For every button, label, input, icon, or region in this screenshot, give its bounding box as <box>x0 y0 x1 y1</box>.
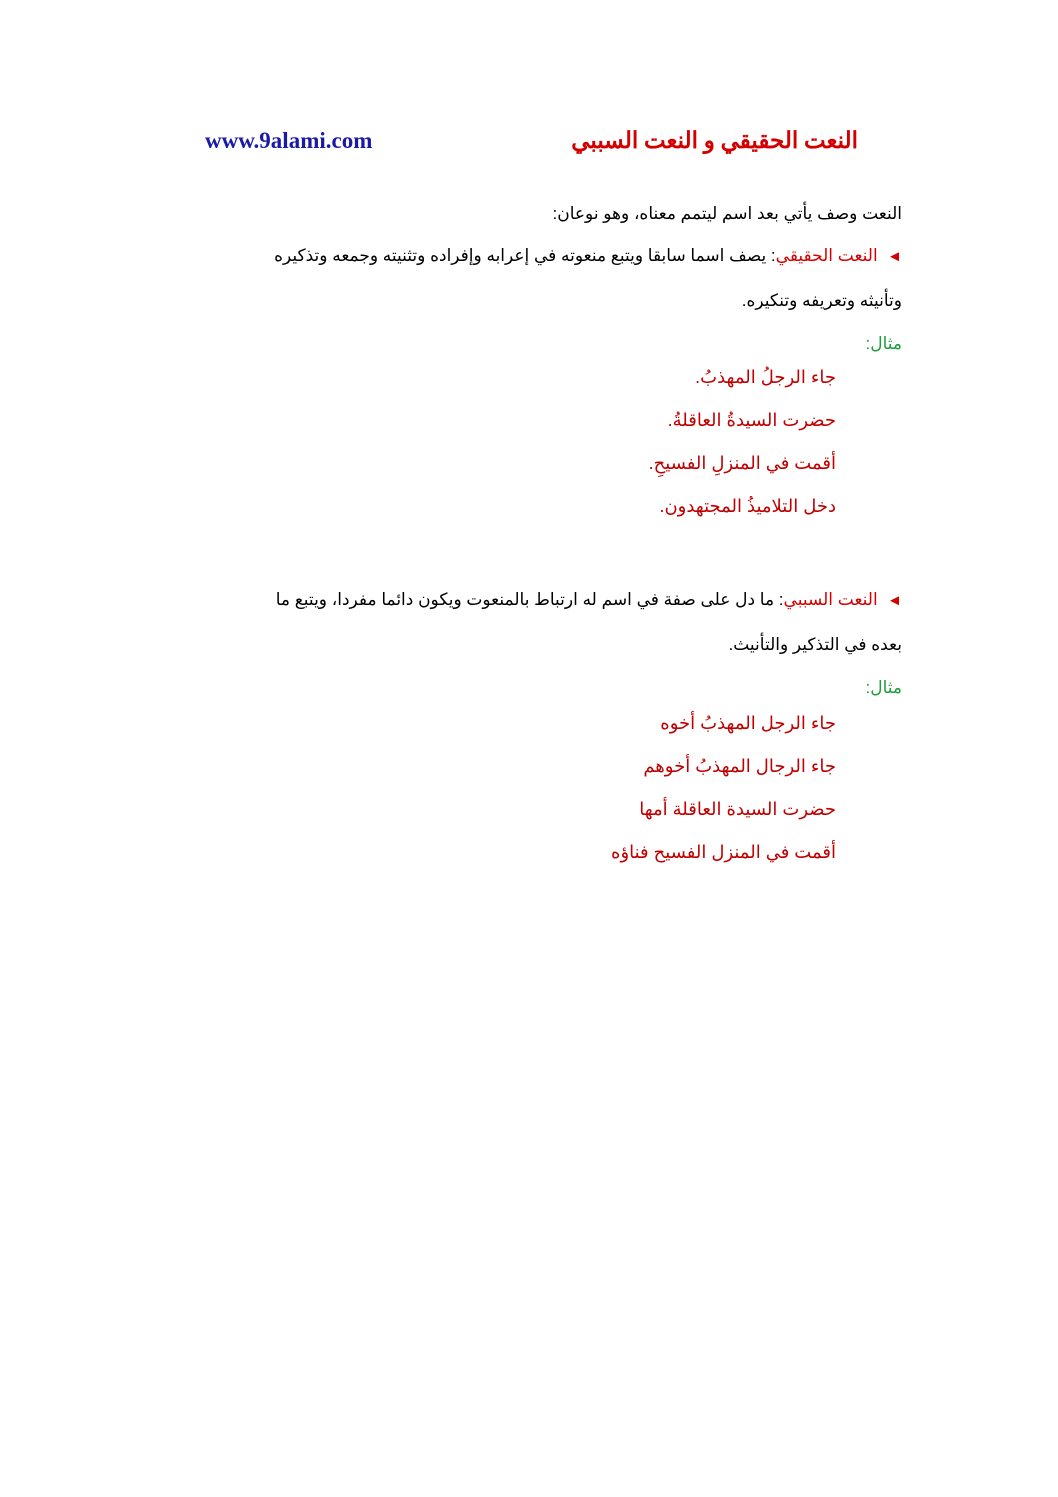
section-definition: : يصف اسما سابقا ويتبع منعوته في إعرابه وإفراده وتثنيته وجمعه وتذكيره <box>274 246 776 265</box>
examples-list-real <box>649 356 836 528</box>
example-item: جاء الرجال المهذبُ أخوهم <box>643 756 836 776</box>
example-item: حضرت السيدة العاقلة أمها <box>639 799 836 819</box>
section-definition: : ما دل على صفة في اسم له ارتباط بالمنعوت ويكون دائما مفردا، ويتبع ما <box>275 590 784 609</box>
section-causal-adjective <box>170 578 902 709</box>
section-definition-line <box>170 578 902 623</box>
example-item: أقمت في المنزل الفسيح فناؤه <box>611 842 836 862</box>
section-definition-line <box>170 234 902 279</box>
triangle-bullet-icon: ◄ <box>887 248 902 265</box>
page-title: النعت الحقيقي و النعت السببي <box>571 128 858 153</box>
example-label: مثال: <box>865 334 902 353</box>
example-label: مثال: <box>865 678 902 697</box>
section-term: النعت السببي <box>783 590 878 609</box>
section-definition-continued: وتأنيثه وتعريفه وتنكيره. <box>741 291 902 310</box>
example-item: جاء الرجلُ المهذبُ. <box>695 367 836 387</box>
section-definition-continued: بعده في التذكير والتأنيث. <box>728 635 902 654</box>
example-item: دخل التلاميذُ المجتهدون. <box>659 496 836 516</box>
example-item: حضرت السيدةُ العاقلةُ. <box>667 410 836 430</box>
example-item: جاء الرجل المهذبُ أخوه <box>660 713 836 733</box>
intro-paragraph <box>170 192 902 236</box>
examples-list-causal <box>611 702 836 874</box>
example-item: أقمت في المنزلِ الفسيحِ. <box>648 453 836 473</box>
triangle-bullet-icon: ◄ <box>887 592 902 609</box>
section-term: النعت الحقيقي <box>775 246 878 265</box>
intro-text: النعت وصف يأتي بعد اسم ليتمم معناه، وهو نوعان: <box>552 204 902 223</box>
website-url: www.9alami.com <box>205 128 373 153</box>
section-real-adjective <box>170 234 902 365</box>
